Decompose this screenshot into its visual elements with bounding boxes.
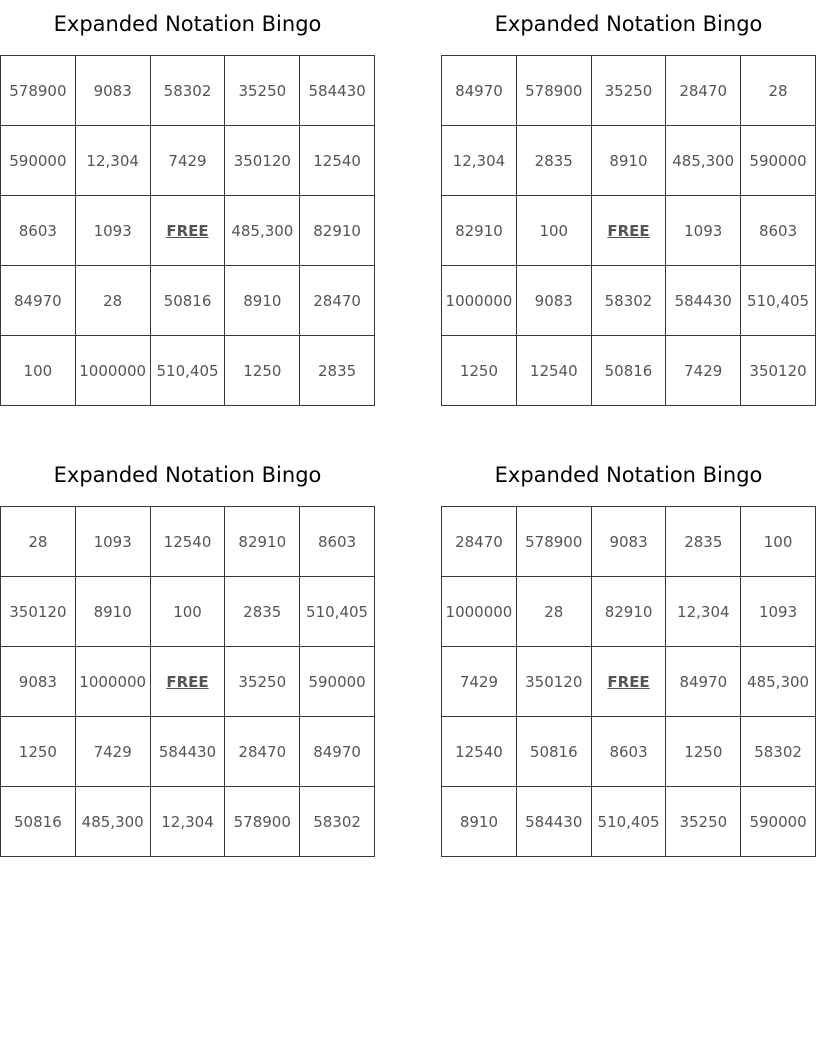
grid-cell: 12,304 <box>442 126 517 196</box>
grid-row <box>442 336 816 406</box>
grid-cell: 1000000 <box>75 647 150 717</box>
bingo-grid <box>0 55 375 406</box>
grid-cell: 28470 <box>442 507 517 577</box>
grid-cell: 485,300 <box>225 196 300 266</box>
grid-row <box>1 577 375 647</box>
free-space: FREE <box>150 647 225 717</box>
free-space: FREE <box>591 196 666 266</box>
grid-cell: 58302 <box>150 56 225 126</box>
grid-cell: 28 <box>75 266 150 336</box>
grid-cell: 350120 <box>1 577 76 647</box>
grid-cell: 7429 <box>442 647 517 717</box>
grid-cell: 2835 <box>225 577 300 647</box>
grid-cell: 1250 <box>225 336 300 406</box>
card-title: Expanded Notation Bingo <box>53 463 322 487</box>
grid-cell: 510,405 <box>150 336 225 406</box>
grid-cell: 12540 <box>516 336 591 406</box>
card-title: Expanded Notation Bingo <box>53 12 322 36</box>
grid-cell: 9083 <box>516 266 591 336</box>
grid-cell: 84970 <box>442 56 517 126</box>
grid-cell: 28 <box>741 56 816 126</box>
grid-row <box>1 126 375 196</box>
card-title: Expanded Notation Bingo <box>494 12 763 36</box>
grid-cell: 58302 <box>300 787 375 857</box>
grid-cell: 82910 <box>300 196 375 266</box>
grid-cell: 8603 <box>300 507 375 577</box>
grid-cell: 35250 <box>225 56 300 126</box>
grid-cell: 28470 <box>666 56 741 126</box>
grid-cell: 82910 <box>591 577 666 647</box>
grid-row <box>1 647 375 717</box>
grid-cell: 8603 <box>741 196 816 266</box>
grid-cell: 2835 <box>300 336 375 406</box>
grid-cell: 578900 <box>225 787 300 857</box>
grid-row <box>442 787 816 857</box>
grid-cell: 1093 <box>741 577 816 647</box>
grid-cell: 1093 <box>666 196 741 266</box>
grid-cell: 28470 <box>300 266 375 336</box>
grid-cell: 8910 <box>442 787 517 857</box>
grid-cell: 584430 <box>150 717 225 787</box>
grid-cell: 584430 <box>300 56 375 126</box>
grid-cell: 578900 <box>516 507 591 577</box>
grid-cell: 9083 <box>591 507 666 577</box>
grid-cell: 1093 <box>75 507 150 577</box>
grid-cell: 590000 <box>741 787 816 857</box>
grid-cell: 12540 <box>300 126 375 196</box>
grid-cell: 510,405 <box>591 787 666 857</box>
free-space: FREE <box>150 196 225 266</box>
grid-cell: 350120 <box>741 336 816 406</box>
grid-row <box>1 56 375 126</box>
bingo-grid <box>441 55 816 406</box>
grid-row <box>1 787 375 857</box>
grid-cell: 100 <box>150 577 225 647</box>
grid-cell: 7429 <box>666 336 741 406</box>
grid-cell: 485,300 <box>666 126 741 196</box>
grid-cell: 578900 <box>1 56 76 126</box>
grid-row <box>442 577 816 647</box>
grid-cell: 590000 <box>741 126 816 196</box>
grid-row <box>1 717 375 787</box>
card-title: Expanded Notation Bingo <box>494 463 763 487</box>
grid-cell: 100 <box>516 196 591 266</box>
bingo-grid <box>0 506 375 857</box>
grid-cell: 510,405 <box>741 266 816 336</box>
grid-cell: 1000000 <box>442 266 517 336</box>
grid-cell: 12540 <box>150 507 225 577</box>
grid-cell: 84970 <box>300 717 375 787</box>
grid-cell: 12,304 <box>75 126 150 196</box>
grid-cell: 28 <box>516 577 591 647</box>
grid-cell: 82910 <box>225 507 300 577</box>
grid-cell: 8910 <box>225 266 300 336</box>
grid-cell: 350120 <box>516 647 591 717</box>
grid-cell: 28470 <box>225 717 300 787</box>
grid-cell: 84970 <box>666 647 741 717</box>
grid-cell: 584430 <box>516 787 591 857</box>
grid-cell: 58302 <box>741 717 816 787</box>
grid-row <box>1 336 375 406</box>
grid-cell: 28 <box>1 507 76 577</box>
grid-cell: 9083 <box>75 56 150 126</box>
grid-cell: 82910 <box>442 196 517 266</box>
grid-cell: 35250 <box>225 647 300 717</box>
grid-row <box>442 507 816 577</box>
grid-cell: 12,304 <box>150 787 225 857</box>
grid-cell: 584430 <box>666 266 741 336</box>
grid-cell: 8603 <box>1 196 76 266</box>
grid-cell: 1000000 <box>75 336 150 406</box>
free-space: FREE <box>591 647 666 717</box>
grid-cell: 100 <box>1 336 76 406</box>
grid-cell: 2835 <box>666 507 741 577</box>
grid-row <box>1 266 375 336</box>
grid-cell: 590000 <box>1 126 76 196</box>
grid-cell: 100 <box>741 507 816 577</box>
grid-cell: 8910 <box>591 126 666 196</box>
grid-cell: 8603 <box>591 717 666 787</box>
grid-cell: 8910 <box>75 577 150 647</box>
grid-cell: 50816 <box>150 266 225 336</box>
grid-cell: 350120 <box>225 126 300 196</box>
grid-cell: 9083 <box>1 647 76 717</box>
grid-cell: 590000 <box>300 647 375 717</box>
grid-cell: 35250 <box>666 787 741 857</box>
grid-cell: 50816 <box>516 717 591 787</box>
grid-cell: 50816 <box>591 336 666 406</box>
bingo-grid <box>441 506 816 857</box>
grid-row <box>1 507 375 577</box>
grid-cell: 35250 <box>591 56 666 126</box>
grid-row <box>442 126 816 196</box>
grid-cell: 12,304 <box>666 577 741 647</box>
grid-row <box>442 647 816 717</box>
grid-cell: 510,405 <box>300 577 375 647</box>
grid-cell: 2835 <box>516 126 591 196</box>
grid-row <box>1 196 375 266</box>
grid-cell: 12540 <box>442 717 517 787</box>
grid-cell: 1093 <box>75 196 150 266</box>
grid-cell: 7429 <box>150 126 225 196</box>
grid-row <box>442 717 816 787</box>
grid-cell: 58302 <box>591 266 666 336</box>
grid-cell: 485,300 <box>75 787 150 857</box>
grid-cell: 578900 <box>516 56 591 126</box>
grid-cell: 1000000 <box>442 577 517 647</box>
grid-row <box>442 56 816 126</box>
grid-cell: 1250 <box>666 717 741 787</box>
grid-row <box>442 266 816 336</box>
grid-cell: 1250 <box>1 717 76 787</box>
grid-row <box>442 196 816 266</box>
grid-cell: 84970 <box>1 266 76 336</box>
grid-cell: 7429 <box>75 717 150 787</box>
grid-cell: 1250 <box>442 336 517 406</box>
grid-cell: 50816 <box>1 787 76 857</box>
grid-cell: 485,300 <box>741 647 816 717</box>
